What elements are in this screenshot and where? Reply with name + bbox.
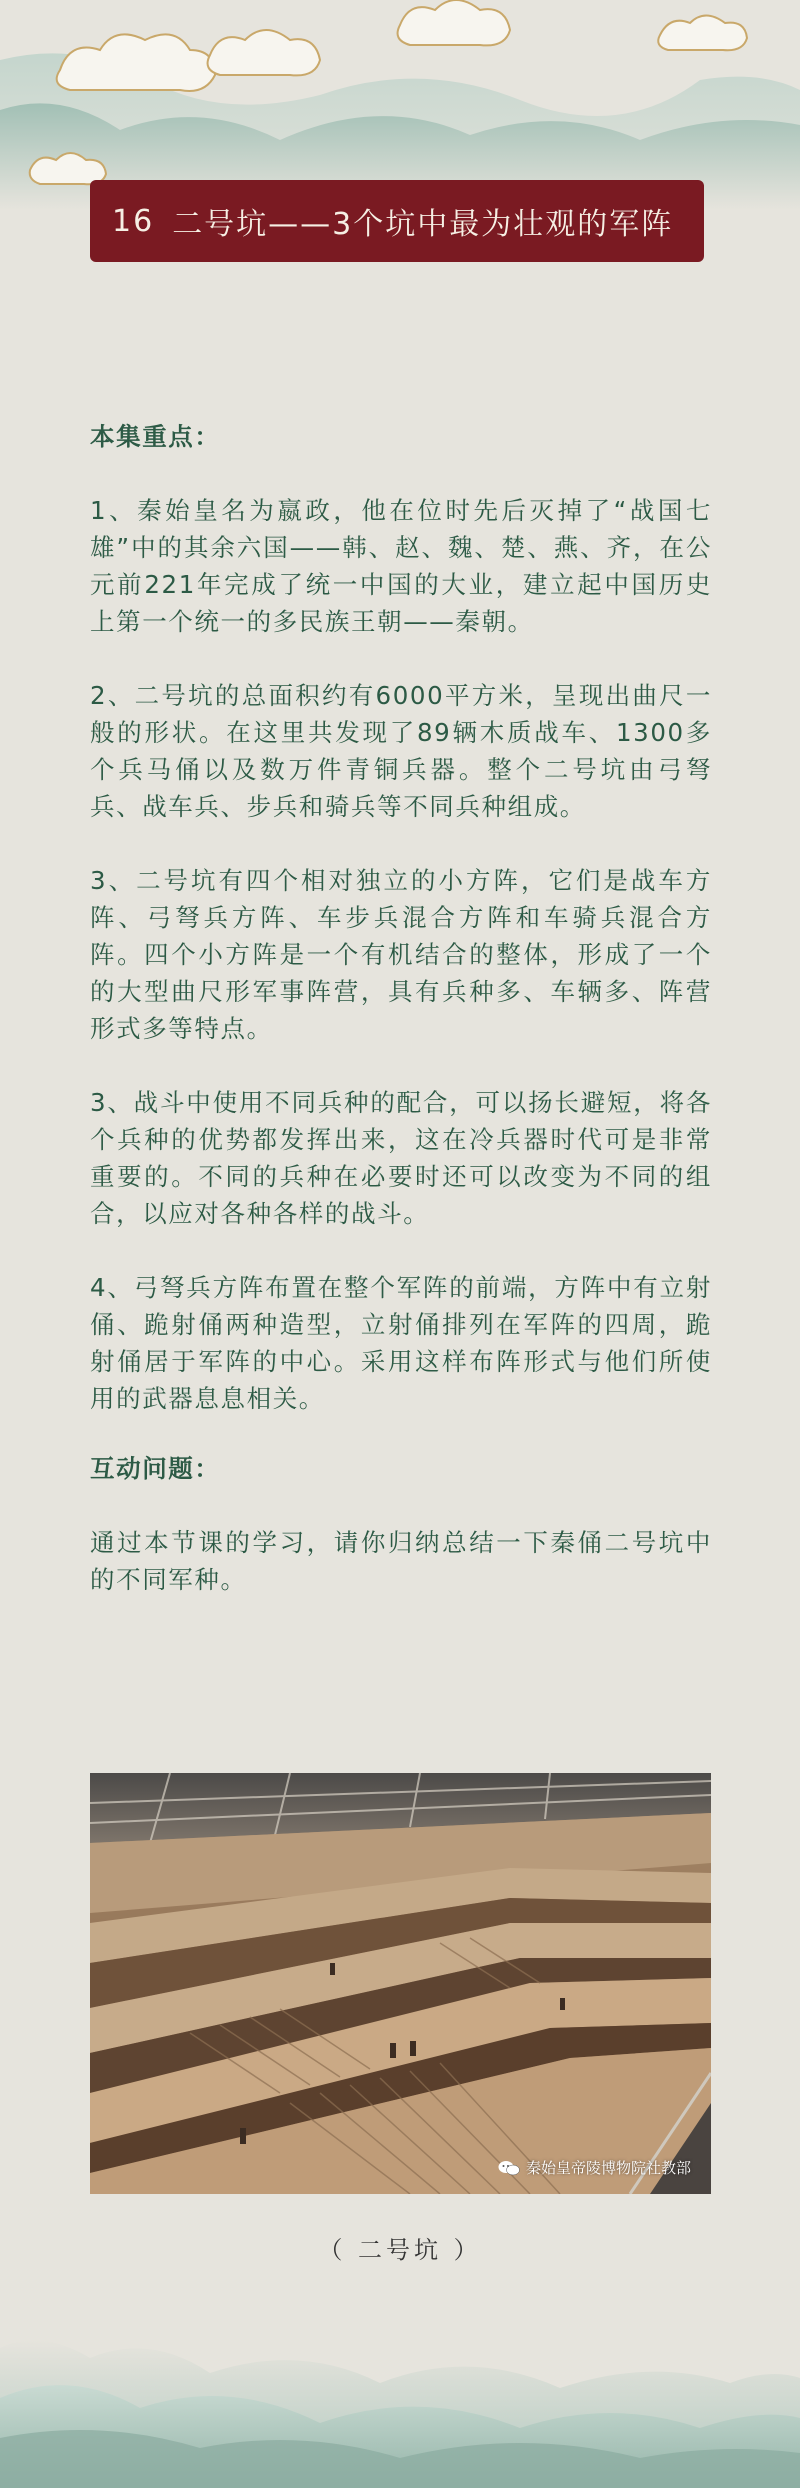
- key-point-5: 4、弓弩兵方阵布置在整个军阵的前端，方阵中有立射俑、跪射俑两种造型，立射俑排列在军阵的四周，跪射俑居于军阵的中心。采用这样布阵形式与他们所使用的武器息息相关。: [90, 1273, 712, 1413]
- question-heading: 互动问题：: [90, 1454, 221, 1483]
- top-cloud-mountain-decoration: [0, 0, 800, 210]
- photo-caption: （ 二号坑 ）: [318, 2236, 482, 2264]
- key-points-heading: 本集重点：: [90, 422, 221, 451]
- watermark-text: 秦始皇帝陵博物院社教部: [525, 2159, 691, 2177]
- episode-title: 二号坑——3个坑中最为壮观的军阵: [172, 207, 674, 242]
- pit-2-photo: [90, 1773, 711, 2194]
- key-point-1: 1、秦始皇名为嬴政，他在位时先后灭掉了“战国七雄”中的其余六国——韩、赵、魏、楚、燕、齐，在公元前221年完成了统一中国的大业，建立起中国历史上第一个统一的多民族王朝——秦朝。: [90, 496, 712, 636]
- title-banner: [90, 180, 704, 262]
- key-point-2: 2、二号坑的总面积约有6000平方米，呈现出曲尺一般的形状。在这里共发现了89辆木质战车、1300多个兵马俑以及数万件青铜兵器。整个二号坑由弓弩兵、战车兵、步兵和骑兵等不同兵种组成。: [90, 681, 712, 821]
- episode-number: 16: [112, 203, 155, 239]
- wechat-icon: [498, 2160, 520, 2176]
- excavation-illustration: [90, 1773, 711, 2194]
- article-body: [90, 418, 712, 1598]
- key-point-4: 3、战斗中使用不同兵种的配合，可以扬长避短，将各个兵种的优势都发挥出来，这在冷兵器时代可是非常重要的。不同的兵种在必要时还可以改变为不同的组合，以应对各种各样的战斗。: [90, 1088, 712, 1228]
- bottom-mountain-decoration: [0, 2288, 800, 2488]
- key-point-3: 3、二号坑有四个相对独立的小方阵，它们是战车方阵、弓弩兵方阵、车步兵混合方阵和车骑兵混合方阵。四个小方阵是一个有机结合的整体，形成了一个的大型曲尺形军事阵营，具有兵种多、车辆多、阵营形式多等特点。: [90, 866, 712, 1043]
- interactive-question: 通过本节课的学习，请你归纳总结一下秦俑二号坑中的不同军种。: [90, 1528, 712, 1594]
- museum-watermark: [498, 2157, 691, 2178]
